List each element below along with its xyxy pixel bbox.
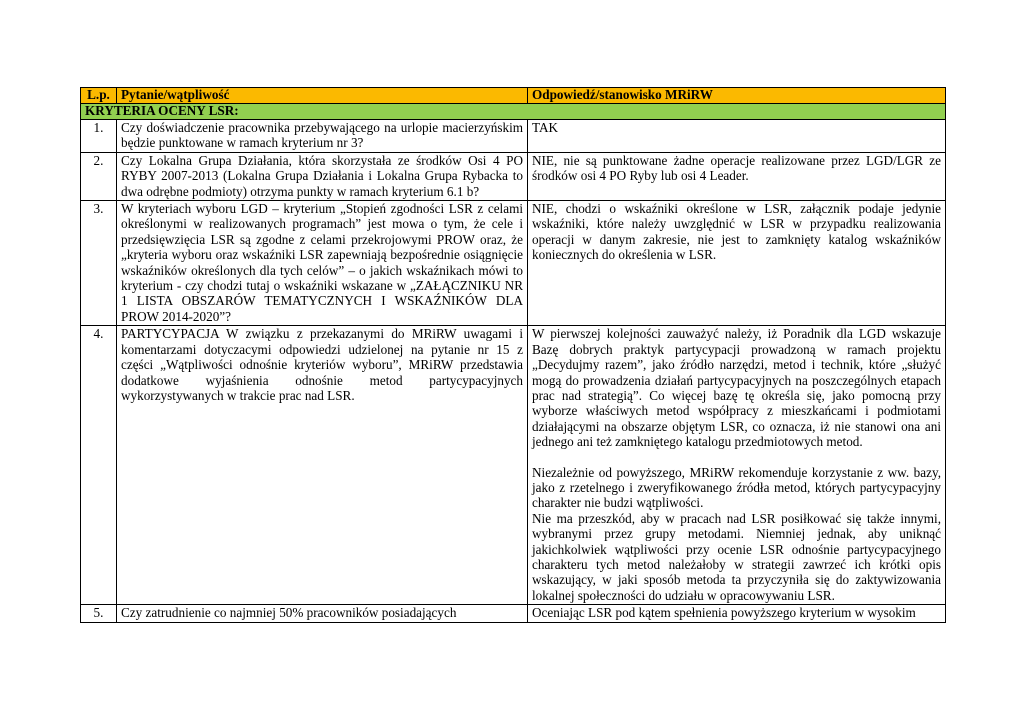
row-question [117,605,528,622]
row-answer: NIE, nie są punktowane żadne operacje realizowane przez LGD/LGR ze środków osi 4 PO Ryby lub osi 4 Leader. [528,152,946,200]
section-row [81,104,946,120]
row-number: 5. [81,605,117,622]
row-question: PARTYCYPACJA W związku z przekazanymi do MRiRW uwagami i komentarzami dotyczacymi odpowiedzi udzielonej na pytanie nr 15 z części „Wątpliwości odnośnie kryteriów wyboru”, MRiRW przedstawia dodatkowe wyjaśnienia odnośnie metod partycypacyjnych wykorzystywanych w trakcie prac nad LSR. [117,326,528,605]
section-title: KRYTERIA OCENY LSR: [81,104,946,120]
row-question: Czy Lokalna Grupa Działania, która skorzystała ze środków Osi 4 PO RYBY 2007-2013 (Lokalna Grupa Działania i Lokalna Grupa Rybacka to dwa odrębne podmioty) otrzyma punkty w ramach kryterium 6.1 b? [117,152,528,200]
row-question-text: Czy zatrudnienie co najmniej 50% pracowników posiadających [121,605,457,621]
header-answer: Odpowiedź/stanowisko MRiRW [528,88,946,104]
table-header-row [81,88,946,104]
row-answer [528,326,946,605]
paragraph-gap [532,450,941,465]
row-number: 3. [81,201,117,326]
row-number: 4. [81,326,117,605]
header-lp: L.p. [81,88,117,104]
row-answer-text: Oceniając LSR pod kątem spełnienia powyższego kryterium w wysokim [532,605,916,621]
row-question: Czy doświadczenie pracownika przebywającego na urlopie macierzyńskim będzie punktowane w ramach kryterium nr 3? [117,120,528,153]
table-row [81,152,946,200]
row-number: 2. [81,152,117,200]
table-row [81,201,946,326]
answer-paragraph-1: W pierwszej kolejności zauważyć należy, iż Poradnik dla LGD wskazuje Bazę dobrych praktyk partycypacji prowadzoną w ramach projektu „Decydujmy razem”, jako źródło narzędzi, metod i technik, które „służyć mogą do prowadzenia działań partycypacyjnych na poszczególnych etapach prac nad strategią”. Co więcej bazę tę określa się, jako pomocną przy wyborze właściwych metod współpracy z mieszkańcami i podmiotami działającymi na obszarze objętym LSR, co oznacza, iż nie stanowi ona ani jednego ani też zamkniętego katalogu przedmiotowych metod. [532,326,941,450]
header-question: Pytanie/wątpliwość [117,88,528,104]
row-answer: TAK [528,120,946,153]
table-row [81,326,946,605]
qa-table [80,87,946,623]
table-row [81,120,946,153]
answer-paragraph-2: Niezależnie od powyższego, MRiRW rekomenduje korzystanie z ww. bazy, jako z rzetelnego i zweryfikowanego źródła metod, których partycypacyjny charakter nie budzi wątpliwości. [532,464,941,511]
row-answer [528,605,946,622]
row-question: W kryteriach wyboru LGD – kryterium „Stopień zgodności LSR z celami określonymi w realizowanych programach” jest mowa o tym, że cele i przedsięwzięcia LSR są zgodne z celami przekrojowymi PROW oraz, że „kryteria wyboru oraz wskaźniki LSR zapewniają bezpośrednie osiągnięcie wskaźników określonych dla tych celów” – o jakich wskaźnikach mówi to kryterium - czy chodzi tutaj o wskaźniki wskazane w „ZAŁĄCZNIKU NR 1 LISTA OBSZARÓW TEMATYCZNYCH I WSKAŹNIKÓW DLA PROW 2014-2020”? [117,201,528,326]
answer-paragraph-3: Nie ma przeszkód, aby w pracach nad LSR posiłkować się także innymi, wybranymi przez grupy metodami. Niemniej jednak, aby uniknąć jakichkolwiek wątpliwości przy ocenie LSR odnośnie partycypacyjnego charakteru tych metod należałoby w strategii zawrzeć ich krótki opis wskazujący, w jaki sposób metoda ta przyczyniła się do zaktywizowania lokalnej społeczności do udziału w opracowywaniu LSR. [532,510,941,603]
row-answer: NIE, chodzi o wskaźniki określone w LSR, załącznik podaje jedynie wskaźniki, które należy uwzględnić w LSR w przypadku realizowania operacji w danym zakresie, nie jest to zamknięty katalog wskaźników koniecznych do określenia w LSR. [528,201,946,326]
row-number: 1. [81,120,117,153]
table-row [81,605,946,622]
